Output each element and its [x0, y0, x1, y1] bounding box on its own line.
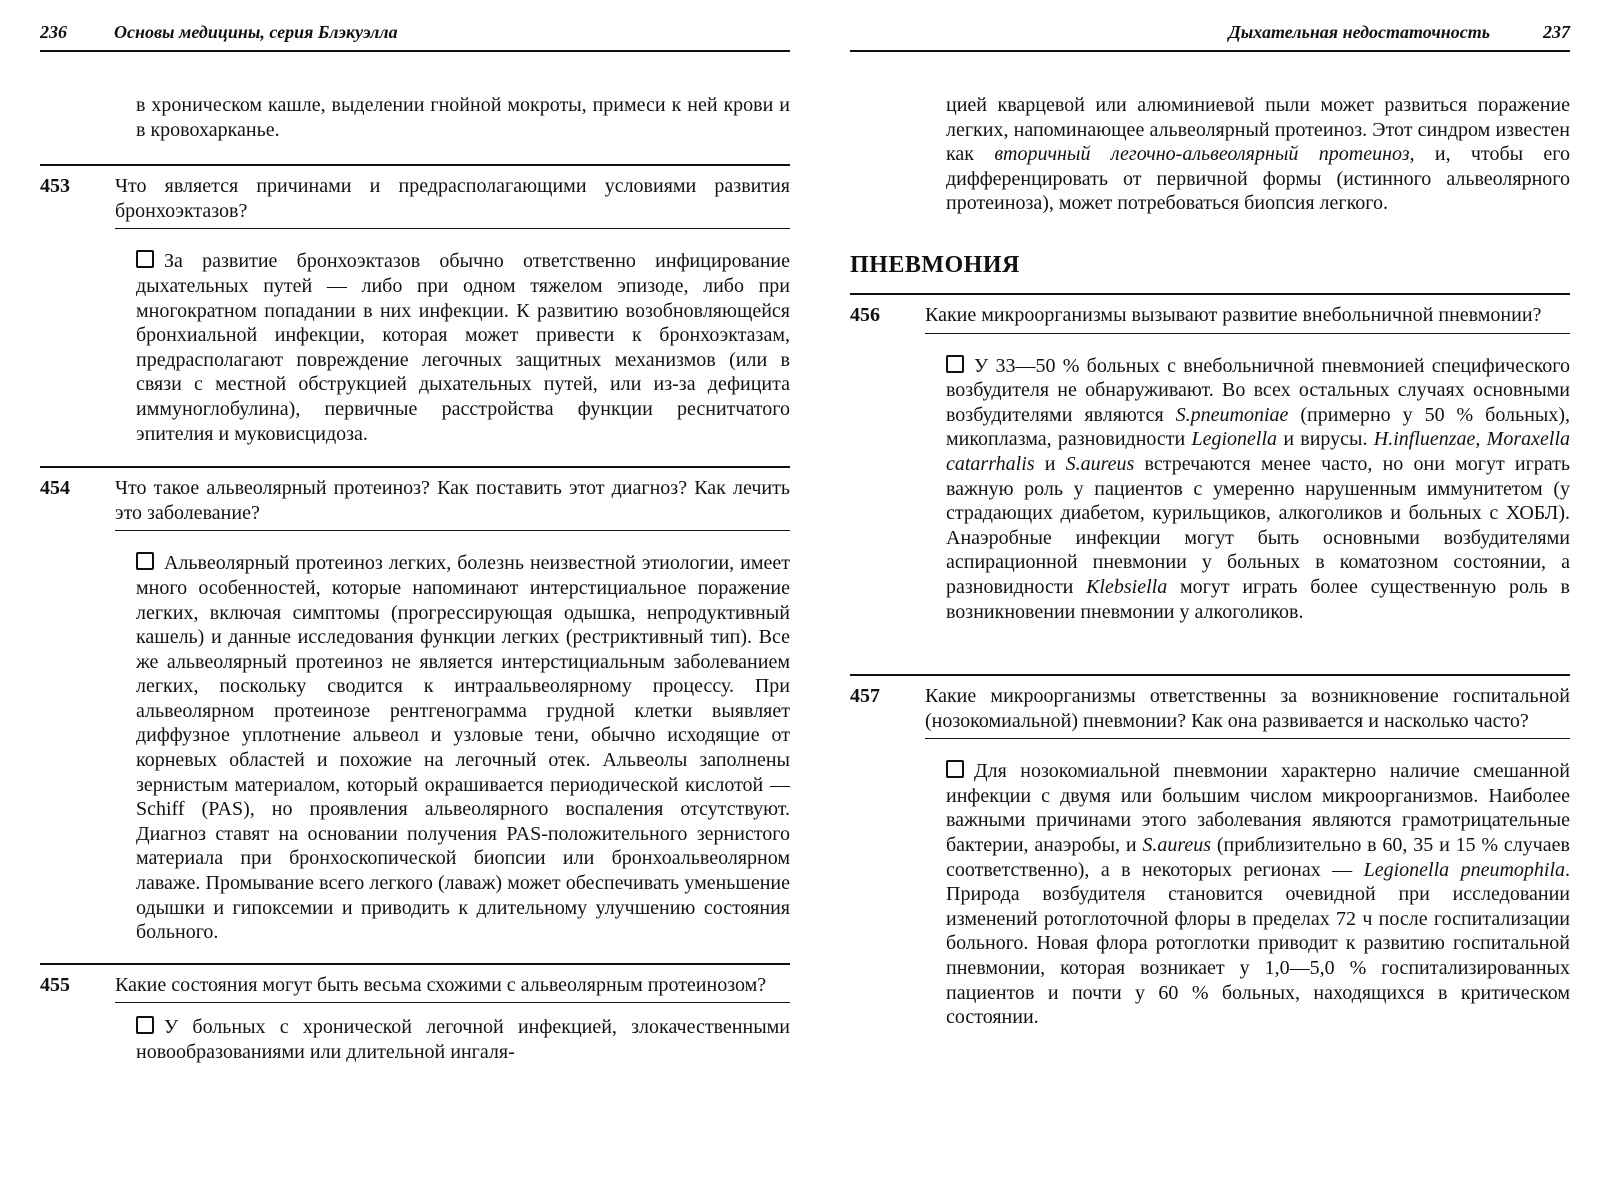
- answer-text: За развитие бронхоэктазов обычно ответственно инфицирование дыхательных путей — либо при одном тяжелом эпизоде, либо при многократном попадании в них инфекции. К развитию возобновляющейся бронхиальной инфекции, которая может привести к бронхоэктазам, предрасполагают повреждение легочных защитных механизмов (или в связи с местной обструкцией дыхательных путей, или из-за дефицита иммуноглобулина), первичные расстройства функции реснитчатого эпителия и муковисцидоза.: [136, 250, 790, 445]
- answer-text: Альвеолярный протеиноз легких, болезнь неизвестной этиологии, имеет много особенностей, которые напоминают интерстициальное поражение легких, включая симптомы (прогрессирующая одышка, непродуктивный кашель) и данные исследования функции легких (рестриктивный тип). Все же альвеолярный протеиноз не является интерстициальным заболеванием легких, поскольку сводится к интраальвеолярному процессу. При альвеолярном протеинозе рентгенограмма грудной клетки выявляет диффузное уплотнение альвеол и узловые тени, обычно исходящие от корневых областей и похожие на легочный отек. Альвеолы заполнены зернистым материалом, который окрашивается периодической кислотой — Schiff (PAS), но проявления альвеолярного воспаления отсутствуют. Диагноз ставят на основании получения PAS-положительного зернистого материала при бронхоскопической биопсии или бронхоальвеолярном лаваже. Промывание всего легкого (лаваж) может обеспечивать уменьшение одышки и гипоксемии и приводить к длительному улучшению состояния больного.: [136, 552, 790, 944]
- checkbox-bullet-icon: [946, 760, 964, 778]
- question-455: [40, 963, 790, 1010]
- question-number: 454: [40, 477, 70, 500]
- checkbox-bullet-icon: [136, 1016, 154, 1034]
- page-number-left: 236: [40, 22, 67, 42]
- answer-456: У 33—50 % больных с внебольничной пневмонией специфического возбудителя не обнаруживают. Во всех остальных случаях основными возбудителями являются S.pneumoniae (примерно у 50 % больных), микоплазма, разновидности Legionella и вирусы. H.influenzae, Moraxella catarrhalis и S.aureus встречаются менее часто, но они могут играть важную роль у пациентов с умеренно нарушенным иммунитетом (у страдающих диабетом, курильщиков, алкоголиков и больных с ХОБЛ). Анаэробные инфекции могут быть основными возбудителями аспирационной пневмонии у больных в коматозном состоянии, а разновидности Klebsiella могут играть более существенную роль в возникновении пневмонии у алкоголиков.: [946, 354, 1570, 623]
- checkbox-bullet-icon: [136, 250, 154, 268]
- question-text: Какие микроорганизмы ответственны за возникновение госпитальной (нозокомиальной) пневмонии? Как она развивается и насколько часто?: [925, 684, 1570, 739]
- left-page-content: [40, 93, 790, 1065]
- question-text: Что такое альвеолярный протеиноз? Как поставить этот диагноз? Как лечить это заболевание?: [115, 476, 790, 531]
- running-head-left: [40, 22, 790, 52]
- question-number: 456: [850, 303, 880, 326]
- running-head-right: [850, 22, 1570, 52]
- question-454: [40, 466, 790, 537]
- section-title: ПНЕВМОНИЯ: [850, 251, 1020, 278]
- checkbox-bullet-icon: [136, 552, 154, 570]
- right-page: [850, 0, 1600, 1189]
- question-text: Какие состояния могут быть весьма схожими с альвеолярным протеинозом?: [115, 973, 790, 1004]
- running-title-right: Дыхательная недостаточность: [1228, 22, 1490, 42]
- question-457: [850, 674, 1570, 745]
- right-page-content: [850, 93, 1570, 1030]
- running-title-left: Основы медицины, серия Блэкуэлла: [114, 22, 398, 42]
- answer-text: У больных с хронической легочной инфекцией, злокачественными новообразованиями или длительной ингаля-: [136, 1016, 790, 1063]
- left-page: [0, 0, 790, 1189]
- question-453: [40, 164, 790, 235]
- question-456: [850, 293, 1570, 340]
- answer-453: [40, 249, 790, 446]
- question-text: Что является причинами и предрасполагающими условиями развития бронхоэктазов?: [115, 174, 790, 229]
- checkbox-bullet-icon: [946, 355, 964, 373]
- question-text: Какие микроорганизмы вызывают развитие внебольничной пневмонии?: [925, 303, 1570, 334]
- question-number: 453: [40, 175, 70, 198]
- answer-457: Для нозокомиальной пневмонии характерно наличие смешанной инфекции с двумя или большим числом микроорганизмов. Наиболее важными причинами этого заболевания являются грамотрицательные бактерии, анаэробы, и S.aureus (приблизительно в 60, 35 и 15 % случаев соответственно), а в некоторых регионах — Legionella pneumophila. Природа возбудителя становится очевидной при исследовании изменений ротоглоточной флоры в пределах 72 ч после госпитализации больного. Новая флора ротоглотки приводит к развитию госпитальной пневмонии, которая возникает у 1,0—5,0 % госпитализированных пациентов и почти у 60 % больных, находящихся в критическом состоянии.: [946, 760, 1571, 1029]
- question-number: 455: [40, 973, 70, 996]
- continuation-text-right: цией кварцевой или алюминиевой пыли может развиться поражение легких, напоминающее альвеолярный протеиноз. Этот синдром известен как вторичный легочно-альвеолярный протеиноз, и, чтобы его дифференцировать от первичной формы (истинного альвеолярного протеиноза), может потребоваться биопсия легкого.: [946, 94, 1570, 215]
- answer-454: [40, 551, 790, 945]
- answer-455: [40, 1015, 790, 1064]
- page-number-right: 237: [1543, 22, 1570, 42]
- question-number: 457: [850, 685, 880, 708]
- continuation-text: в хроническом кашле, выделении гнойной мокроты, примеси к ней крови и в кровохарканье.: [136, 94, 790, 141]
